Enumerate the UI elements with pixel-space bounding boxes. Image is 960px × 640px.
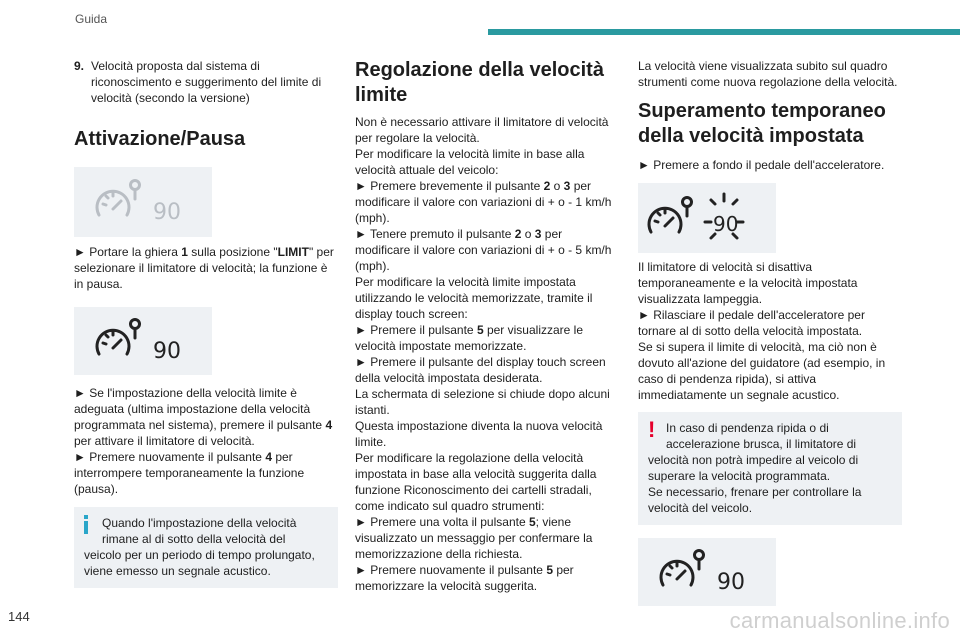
figure-limiter-flashing xyxy=(638,183,776,253)
legend-item-9 xyxy=(74,58,338,106)
paragraph: La schermata di selezione si chiude dopo alcuni istanti. xyxy=(355,387,610,417)
paragraph: Per modificare la regolazione della velocità impostata in base alla velocità suggerita dalla funzione Riconoscimento dei cartelli stradali, come indicato sul quadro strumenti: xyxy=(355,451,597,513)
paragraph: Per modificare la velocità limite impostata utilizzando le velocità memorizzate, tramite il display touch screen: xyxy=(355,275,593,321)
speedometer-limit-icon xyxy=(93,316,193,366)
heading-limit-adjust: Regolazione della velocità limite xyxy=(355,59,604,106)
page-number: 144 xyxy=(8,609,30,624)
svg-text:90: 90 xyxy=(717,570,745,595)
svg-text:90: 90 xyxy=(153,339,181,364)
legend-item-text: Velocità proposta dal sistema di riconoscimento e suggerimento del limite di velocità (secondo la versione) xyxy=(91,59,322,105)
figure-limiter-paused xyxy=(74,167,212,237)
speedometer-flashing-icon xyxy=(647,190,767,246)
figure-limiter-active-2 xyxy=(638,538,776,606)
paragraph-step: ► Premere nuovamente il pulsante 5 per memorizzare la velocità suggerita. xyxy=(355,563,574,593)
info-icon xyxy=(84,515,88,534)
paragraph: Questa impostazione diventa la nuova velocità limite. xyxy=(355,419,603,449)
paragraph: Per modificare la velocità limite in base alla velocità attuale del veicolo: xyxy=(355,147,585,177)
paragraph-activate: ► Se l'impostazione della velocità limite è adeguata (ultima impostazione della velocità programmata nel sistema), premere il pulsante 4 per attivare il limitatore di velocità. xyxy=(74,386,333,448)
paragraph-step: ► Rilasciare il pedale dell'acceleratore per tornare al di sotto della velocità impostata. xyxy=(638,308,865,338)
warning-note: ! In caso di pendenza ripida o di accelerazione brusca, il limitatore di velocità non potrà impedire al veicolo di superare la velocità programmata. Se necessario, frenare per controllare la velocità del veicolo. xyxy=(638,412,902,525)
header-title: Guida xyxy=(75,12,108,26)
heading-temporary-override: Superamento temporaneo della velocità impostata xyxy=(638,100,886,147)
column-2 xyxy=(355,58,619,594)
figure-limiter-active xyxy=(74,307,212,375)
svg-text:90: 90 xyxy=(153,200,181,225)
paragraph: Non è necessario attivare il limitatore di velocità per regolare la velocità. xyxy=(355,115,609,145)
info-note: Quando l'impostazione della velocità rimane al di sotto della velocità del veicolo per un periodo di tempo prolungato, viene emesso un segnale acustico. xyxy=(74,507,338,588)
paragraph-step: ► Premere il pulsante del display touch screen della velocità impostata desiderata. xyxy=(355,355,606,385)
header-accent-bar xyxy=(488,29,960,35)
speedometer-limit-icon xyxy=(657,547,757,597)
column-1 xyxy=(74,58,338,588)
heading-activation-pause: Attivazione/Pausa xyxy=(74,128,246,150)
warning-icon: ! xyxy=(648,417,656,442)
svg-text:90: 90 xyxy=(713,212,739,236)
paragraph-step: ► Premere a fondo il pedale dell'acceleratore. xyxy=(638,158,885,172)
paragraph: La velocità viene visualizzata subito sul quadro strumenti come nuova regolazione della velocità. xyxy=(638,59,898,89)
paragraph-step: ► Tenere premuto il pulsante 2 o 3 per modificare il valore con variazioni di + o - 5 km/h (mph). xyxy=(355,227,612,273)
paragraph: Se si supera il limite di velocità, ma ciò non è dovuto all'azione del guidatore (ad esempio, in caso di pendenza ripida), si attiva immediatamente un segnale acustico. xyxy=(638,340,886,402)
column-3 xyxy=(638,58,902,606)
legend-item-number: 9. xyxy=(74,59,85,73)
paragraph-step: ► Premere brevemente il pulsante 2 o 3 per modificare il valore con variazioni di + o - 1 km/h (mph). xyxy=(355,179,612,225)
speedometer-limit-icon xyxy=(93,177,193,227)
paragraph-ring-limit: ► Portare la ghiera 1 sulla posizione "LIMIT" per selezionare il limitatore di velocità; la funzione è in pausa. xyxy=(74,245,334,291)
paragraph-pause: ► Premere nuovamente il pulsante 4 per interrompere temporaneamente la funzione (pausa). xyxy=(74,450,305,496)
paragraph-step: ► Premere una volta il pulsante 5; viene visualizzato un messaggio per confermare la memorizzazione della richiesta. xyxy=(355,515,593,561)
watermark: carmanualsonline.info xyxy=(729,608,950,633)
paragraph-step: ► Premere il pulsante 5 per visualizzare le velocità impostate memorizzate. xyxy=(355,323,583,353)
paragraph: Il limitatore di velocità si disattiva temporaneamente e la velocità impostata visualizzata lampeggia. xyxy=(638,260,858,306)
